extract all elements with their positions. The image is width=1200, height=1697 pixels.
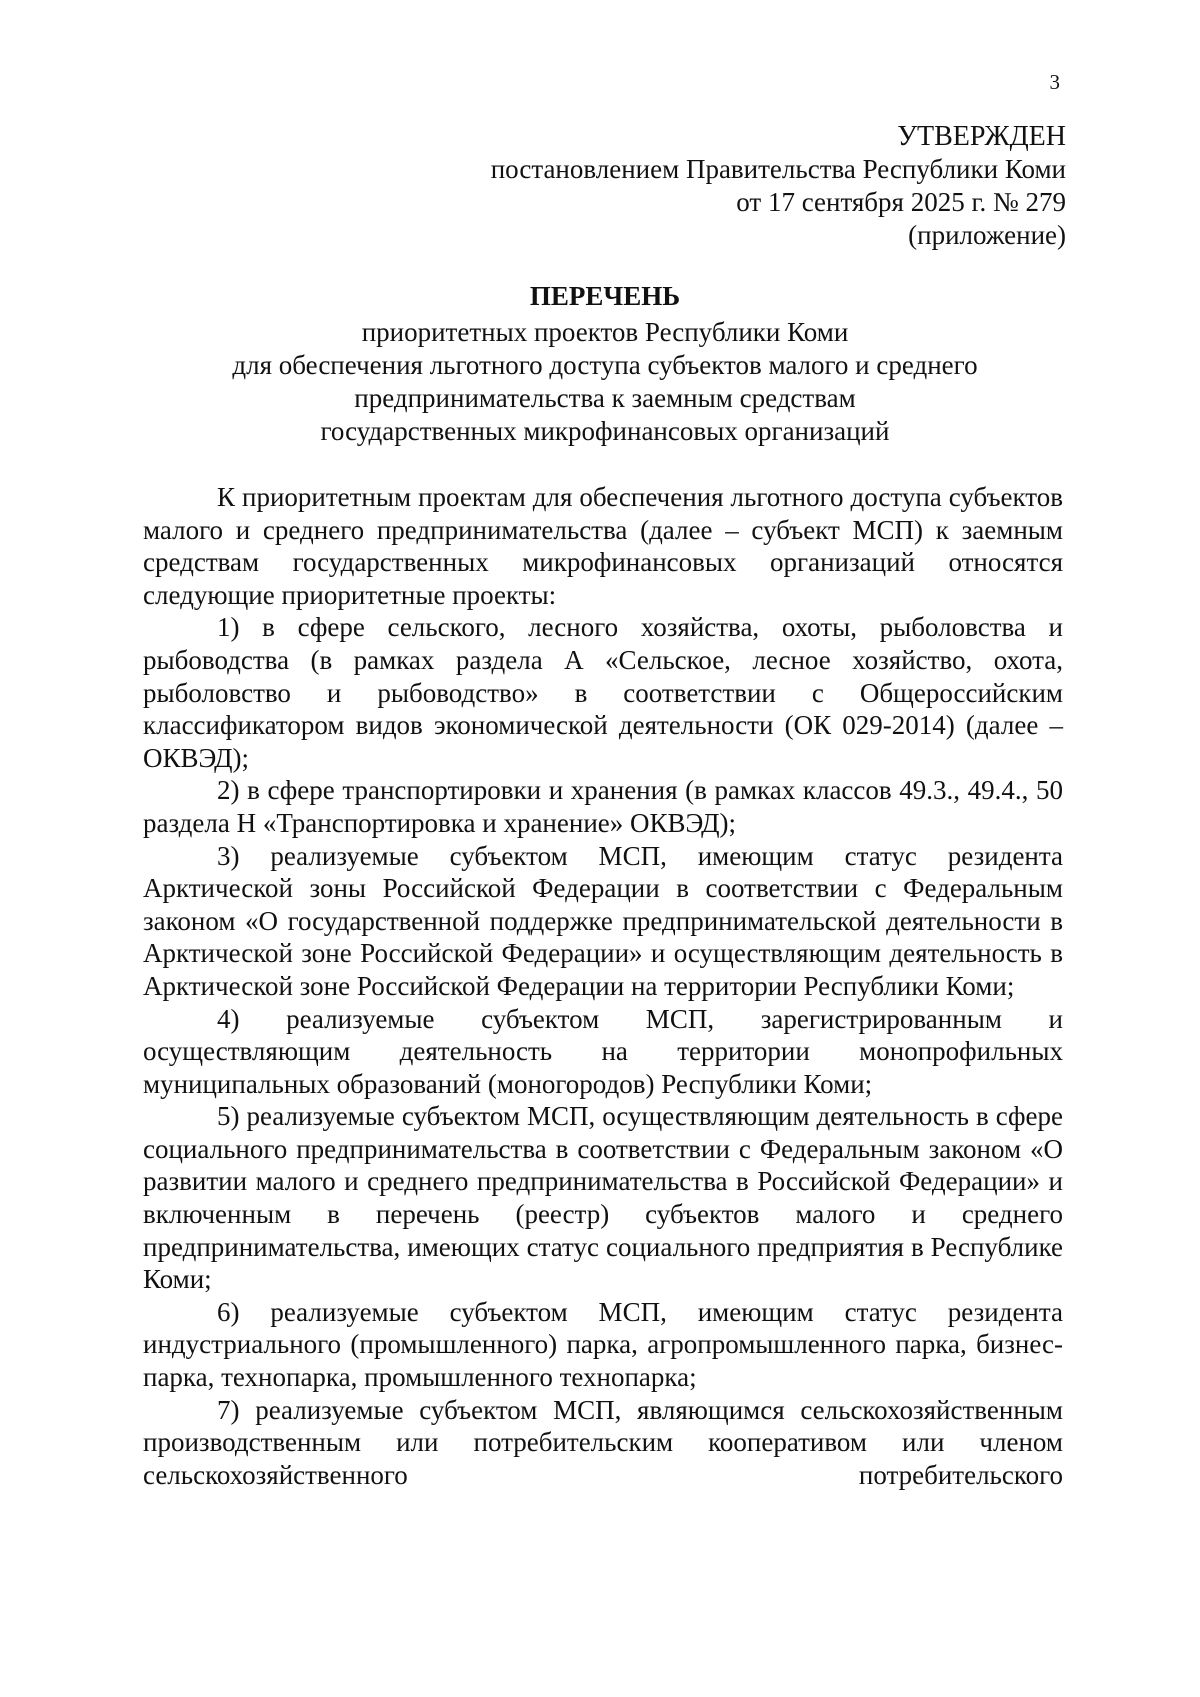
intro-paragraph: К приоритетным проектам для обеспечения льготного доступа субъектов малого и среднего предпринимательства (далее – субъект МСП) к заемным средствам государственных микрофинансовых организаций относятся следующие приоритетные проекты: (143, 482, 1063, 610)
list-item-1: 1) в сфере сельского, лесного хозяйства, охоты, рыболовства и рыбоводства (в рамках раздела А «Сельское, лесное хозяйство, охота, рыболовство и рыбоводство» в соответствии с Общероссийским классификатором видов экономической деятельности (ОК 029-2014) (далее – ОКВЭД); (143, 612, 1063, 773)
page-number: 3 (1049, 70, 1060, 94)
approval-line-appendix: (приложение) (908, 220, 1066, 250)
title-subline-4: государственных микрофинансовых организаций (320, 416, 890, 446)
list-item-7: 7) реализуемые субъектом МСП, являющимся сельскохозяйственным производственным или потребительским кооперативом или членом сельскохозяйственного потребительского (143, 1394, 1063, 1490)
document-title-block (140, 280, 1070, 448)
approval-block (491, 120, 1066, 252)
approval-stamp: УТВЕРЖДЕН (897, 121, 1066, 152)
approval-line-date: от 17 сентября 2025 г. № 279 (736, 187, 1066, 217)
title-subline-3: предпринимательства к заемным средствам (354, 383, 856, 413)
document-body (143, 481, 1063, 1491)
list-item-5: 5) реализуемые субъектом МСП, осуществляющим деятельность в сфере социального предпринимательства в соответствии с Федеральным законом «О развитии малого и среднего предпринимательства в Российской Федерации» и включенным в перечень (реестр) субъектов малого и среднего предпринимательства, имеющих статус социального предприятия в Республике Коми; (143, 1101, 1063, 1295)
list-item-4: 4) реализуемые субъектом МСП, зарегистрированным и осуществляющим деятельность на территории монопрофильных муниципальных образований (моногородов) Республики Коми; (143, 1003, 1063, 1099)
list-item-3: 3) реализуемые субъектом МСП, имеющим статус резидента Арктической зоны Российской Федерации в соответствии с Федеральным законом «О государственной поддержке предпринимательской деятельности в Арктической зоне Российской Федерации» и осуществляющим деятельность в Арктической зоне Российской Федерации на территории Республики Коми; (143, 840, 1063, 1001)
title-subline-1: приоритетных проектов Республики Коми (361, 317, 849, 347)
approval-line-decree: постановлением Правительства Республики Коми (490, 154, 1066, 184)
list-item-2: 2) в сфере транспортировки и хранения (в рамках классов 49.3., 49.4., 50 раздела Н «Транспортировка и хранение» ОКВЭД); (143, 775, 1063, 838)
list-item-6: 6) реализуемые субъектом МСП, имеющим статус резидента индустриального (промышленного) парка, агропромышленного парка, бизнес-парка, технопарка, промышленного технопарка; (143, 1296, 1063, 1393)
title-subline-2: для обеспечения льготного доступа субъектов малого и среднего (232, 350, 978, 380)
document-title: ПЕРЕЧЕНЬ (529, 281, 681, 311)
